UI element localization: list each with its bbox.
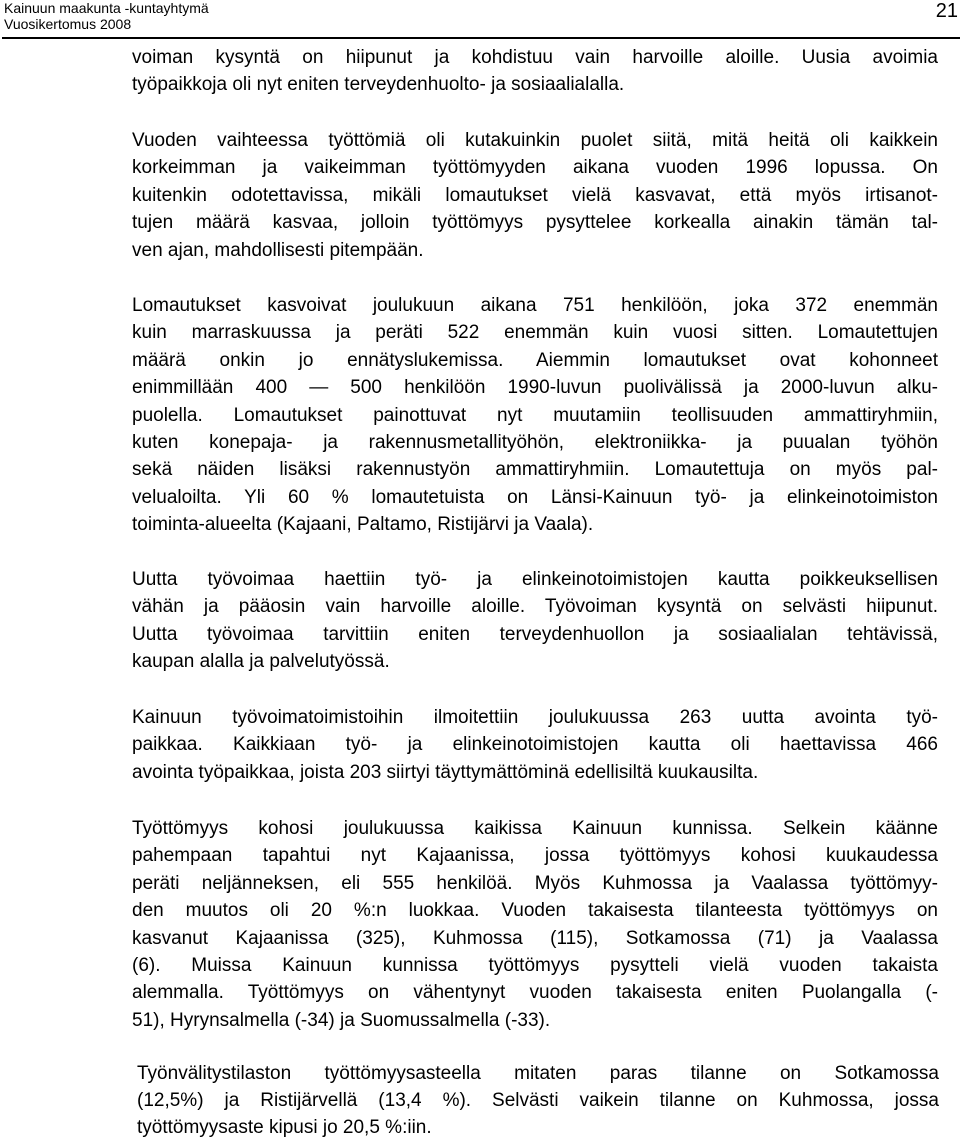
text-line: Työttömyys kohosi joulukuussa kaikissa Kainuun kunnissa. Selkein käänne [132,818,938,839]
text-line: sekä näiden lisäksi rakennustyön ammattiryhmiin. Lomautettuja on myös pal- [132,459,938,481]
text-line: korkeimman ja vaikeimman työttömyyden aikana vuoden 1996 lopussa. On [132,157,938,179]
text-line: Työnvälitystilaston työttömyysasteella mitaten paras tilanne on Sotkamossa [137,1063,939,1084]
text-line: määrä onkin jo ennätyslukemissa. Aiemmin lomautukset ovat kohonneet [132,349,938,371]
text-line: avointa työpaikkaa, joista 203 siirtyi täyttymättöminä edellisiltä kuukausilta. [132,761,759,783]
text-line: voiman kysyntä on hiipunut ja kohdistuu vain harvoille aloille. Uusia avoimia [132,47,938,68]
text-line: tujen määrä kasvaa, jolloin työttömyys pysyttelee korkealla ainakin tämän tal- [132,212,938,234]
text-line: vähän ja pääosin vain harvoille aloille. Työvoiman kysyntä on selvästi hiipunut. [132,596,938,618]
paragraph-unemployment-rate [137,1060,939,1141]
paragraph-labour-demand [132,44,938,99]
text-line: (6). Muissa Kainuun kunnissa työttömyys pysytteli vielä vuoden takaista [132,955,938,977]
text-line: Uutta työvoimaa haettiin työ- ja elinkeinotoimistojen kautta poikkeuksellisen [132,569,938,590]
text-line: peräti neljänneksen, eli 555 henkilöä. Myös Kuhmossa ja Vaalassa työttömyy- [132,872,938,894]
text-line: työpaikkoja oli nyt eniten terveydenhuolto- ja sosiaalialalla. [132,74,625,96]
text-line: paikkaa. Kaikkiaan työ- ja elinkeinotoimistojen kautta oli haettavissa 466 [132,734,938,756]
header-rule [2,37,960,39]
paragraph-municipalities [132,815,938,1034]
text-line: enimmillään 400 — 500 henkilöön 1990-luvun puolivälissä ja 2000-luvun alku- [132,377,938,399]
paragraph-new-workforce [132,566,938,676]
header-left [4,0,209,32]
text-line: puolella. Lomautukset painottuvat nyt muutamiin teollisuuden ammattiryhmiin, [132,404,938,426]
text-line: ven ajan, mahdollisesti pitempään. [132,239,424,261]
text-line: Kainuun työvoimatoimistoihin ilmoitettiin joulukuussa 263 uutta avointa työ- [132,707,938,728]
text-line: (12,5%) ja Ristijärvellä (13,4 %). Selvästi vaikein tilanne on Kuhmossa, jossa [137,1090,939,1111]
text-line: kuten konepaja- ja rakennusmetallityöhön, elektroniikka- ja puualan työhön [132,432,938,454]
text-line: 51), Hyrynsalmella (-34) ja Suomussalmella (-33). [132,1009,551,1031]
text-line: kuitenkin odotettavissa, mikäli lomautukset vielä kasvavat, että myös irtisanot- [132,184,938,206]
text-line: työttömyysaste kipusi jo 20,5 %:iin. [137,1117,432,1138]
paragraph-layoffs [132,292,938,539]
publication-title: Vuosikertomus 2008 [4,16,132,32]
organization-name: Kainuun maakunta -kuntayhtymä [4,0,209,16]
text-line: Vuoden vaihteessa työttömiä oli kutakuinkin puolet siitä, mitä heitä oli kaikkein [132,130,938,151]
paragraph-unemployment-level [132,127,938,264]
text-line: Uutta työvoimaa tarvittiin eniten terveydenhuollon ja sosiaalialan tehtävissä, [132,623,938,645]
text-line: kuin marraskuussa ja peräti 522 enemmän kuin vuosi sitten. Lomautettujen [132,322,938,344]
page-header [2,0,958,40]
text-line: kasvanut Kajaanissa (325), Kuhmossa (115), Sotkamossa (71) ja Vaalassa [132,927,938,949]
text-line: toiminta-alueelta (Kajaani, Paltamo, Ristijärvi ja Vaala). [132,514,594,536]
text-line: kaupan alalla ja palvelutyössä. [132,651,390,673]
text-line: alemmalla. Työttömyys on vähentynyt vuoden takaisesta eniten Puolangalla (- [132,982,938,1004]
page-number: 21 [935,0,958,22]
text-line: Lomautukset kasvoivat joulukuun aikana 751 henkilöön, joka 372 enemmän [132,295,938,316]
paragraph-open-positions [132,704,938,786]
text-line: den muutos oli 20 %:n luokkaa. Vuoden takaisesta tilanteesta työttömyys on [132,900,938,922]
text-line: pahempaan tapahtui nyt Kajaanissa, jossa työttömyys kohosi kuukaudessa [132,845,938,867]
text-line: velualoilta. Yli 60 % lomautetuista on Länsi-Kainuun työ- ja elinkeinotoimiston [132,486,938,508]
